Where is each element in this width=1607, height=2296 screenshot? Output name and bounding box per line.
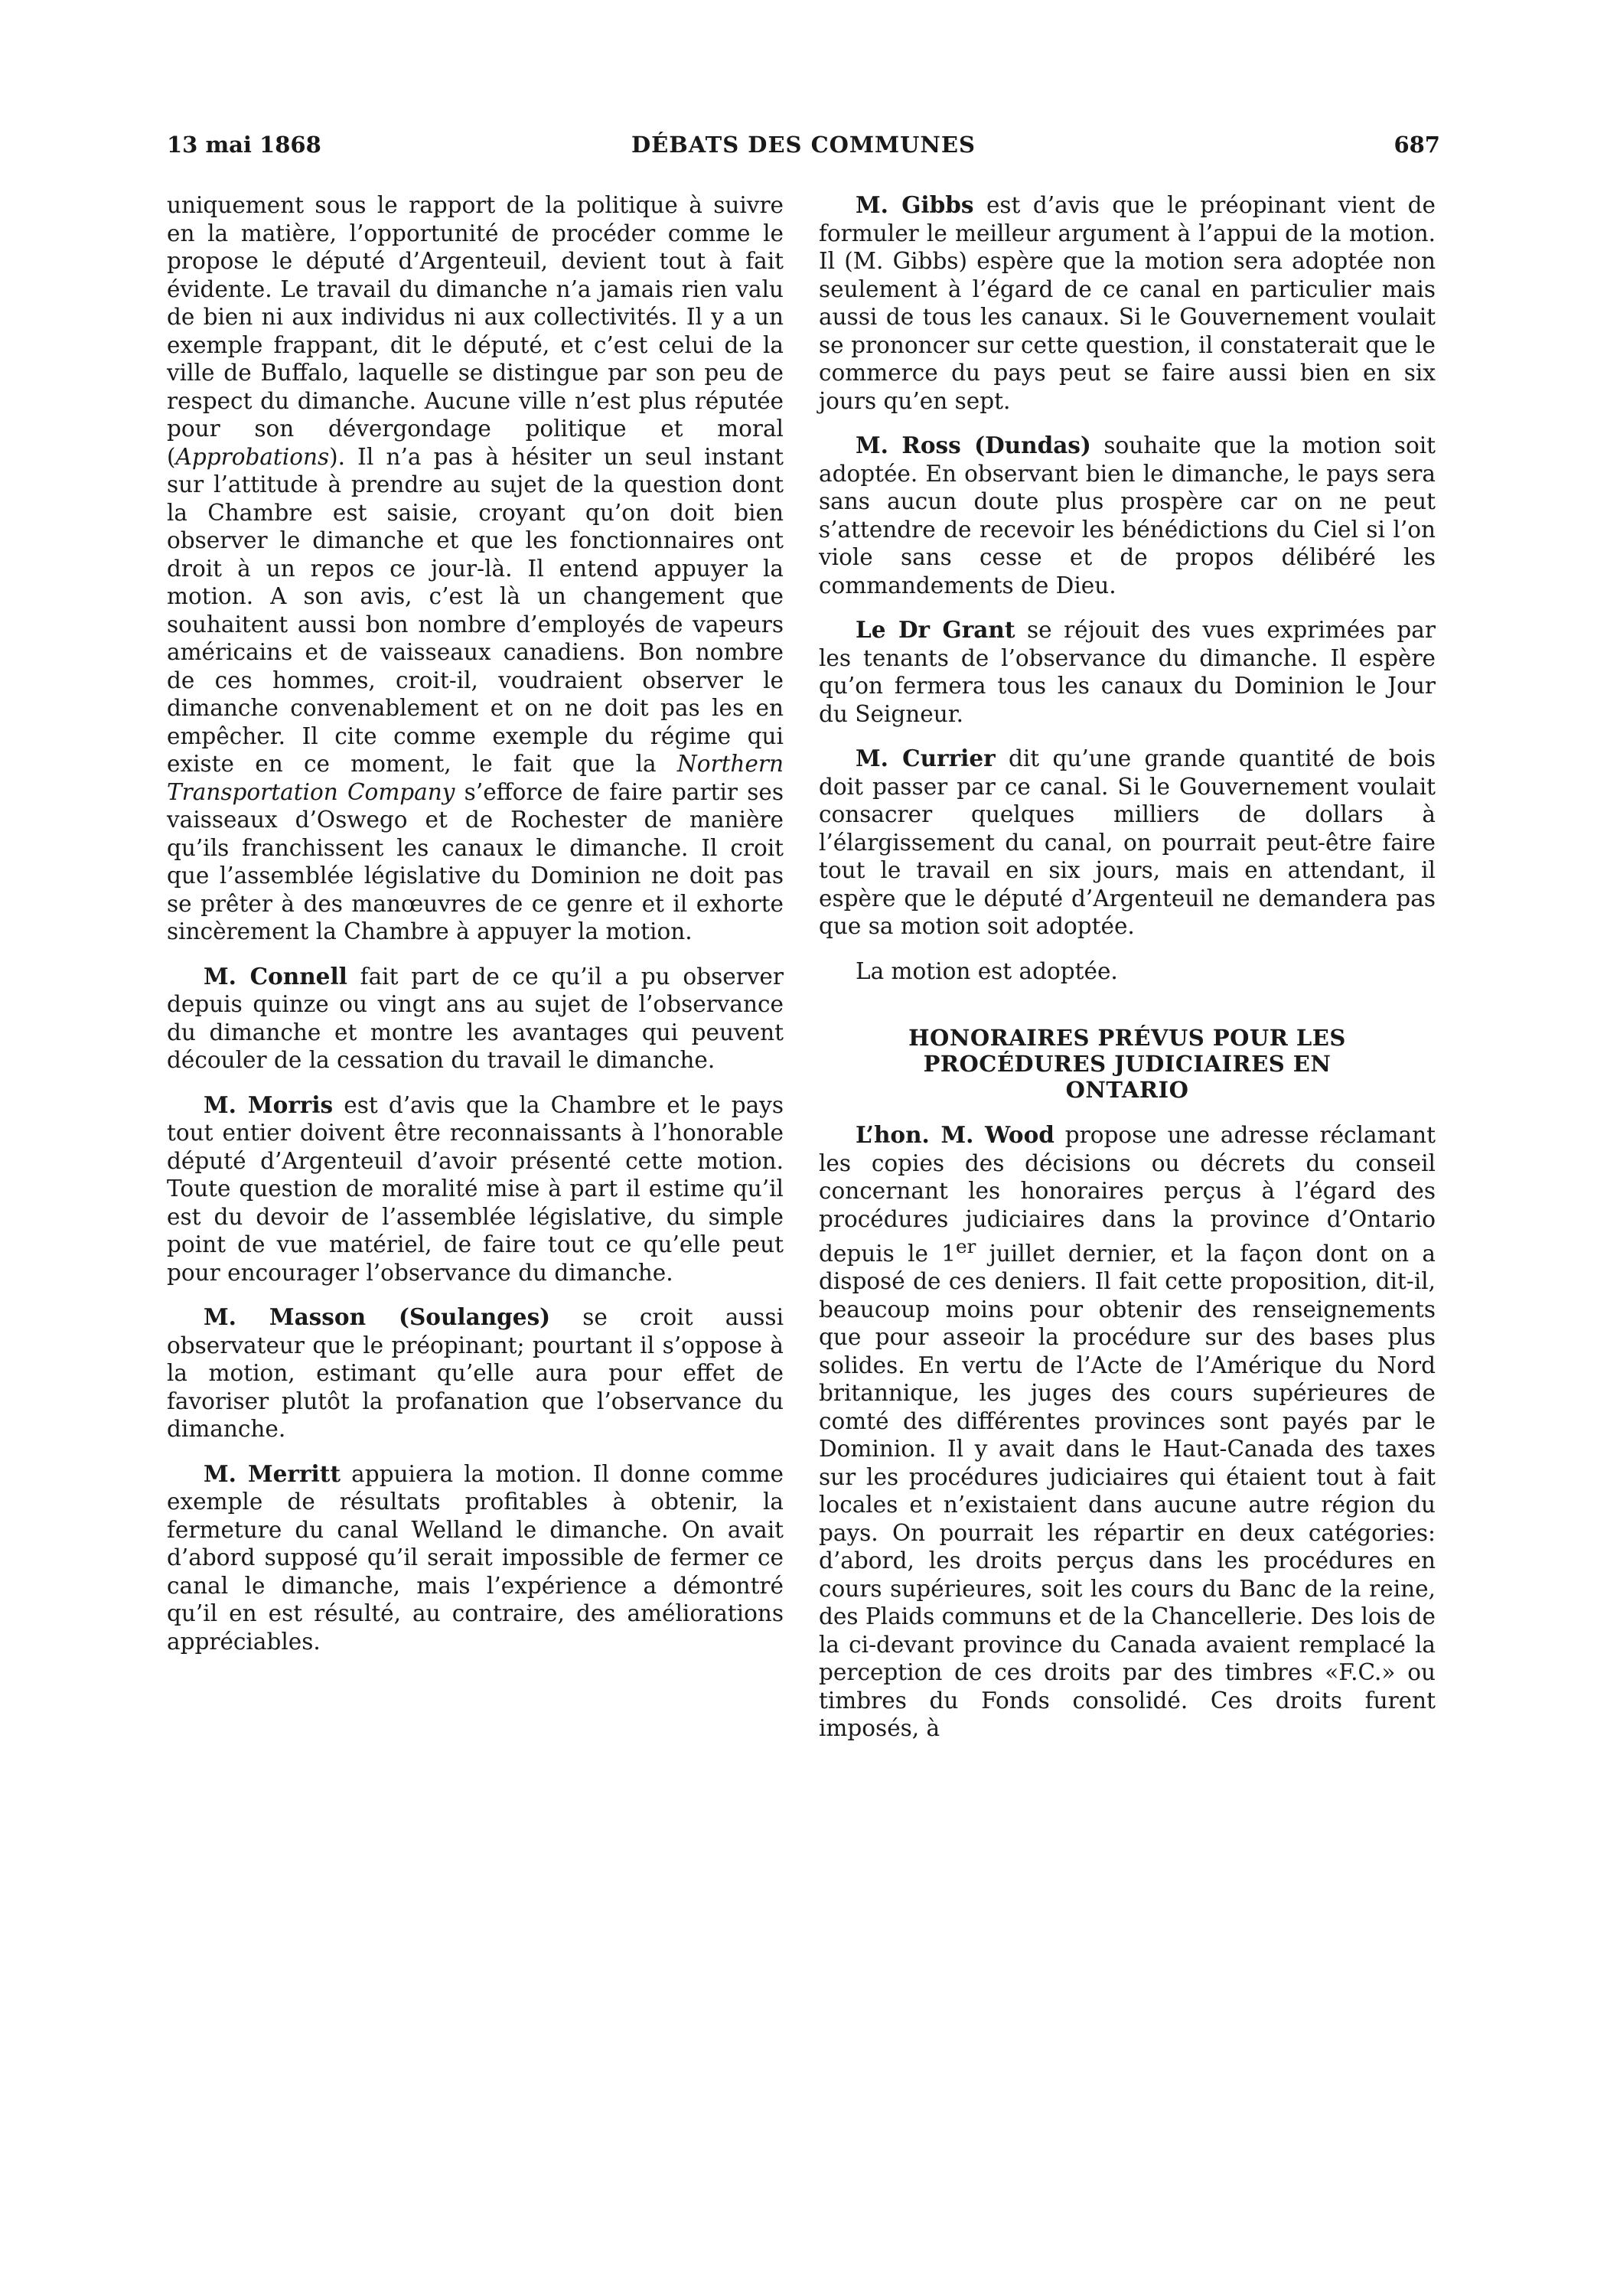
speaker-name: M. Morris (204, 1091, 334, 1118)
speech-gibbs (819, 191, 1436, 415)
paragraph-text: uniquement sous le rapport de la politique à suivre en la matière, l’opportunité de procéder comme le propose le député d’Argenteuil, devient tout à fait évidente. Le travail du dimanche n’a jamais rien valu de bien ni aux individus ni aux collectivités. Il y a un exemple frappant, dit le député, et c’est celui de la ville de Buffalo, laquelle se distingue par son peu de respect du dimanche. Aucune ville n’est plus réputée pour son dévergondage politique et moral ( (167, 192, 784, 470)
header-title: DÉBATS DES COMMUNES (631, 132, 976, 158)
speech-text: est d’avis que la Chambre et le pays tout entier doivent être reconnaissants à l’honorable député d’Argenteuil d’avoir présenté cette motion. Toute question de moralité mise à part il estime qu’il est du devoir de l’assemblée législative, du simple point de vue matériel, de faire tout ce qu’elle peut pour encourager l’observance du dimanche. (167, 1091, 784, 1286)
speech-wood (819, 1121, 1436, 1743)
speech-ross (819, 432, 1436, 599)
speech-masson (167, 1303, 784, 1443)
speech-text: est d’avis que le préopinant vient de formuler le meilleur argument à l’appui de la motion. Il (M. Gibbs) espère que la motion sera adoptée non seulement à l’égard de ce canal en particulier mais aussi de tous les canaux. Si le Gouvernement voulait se prononcer sur cette question, il constaterait que le commerce du pays peut se faire aussi bien en six jours qu’en sept. (819, 192, 1436, 414)
speaker-name: M. Merritt (204, 1459, 341, 1487)
speech-text: juillet dernier, et la façon dont on a disposé de ces deniers. Il fait cette proposition, dit-il, beaucoup moins pour obtenir des renseignements que pour asseoir la procédure sur des bases plus solides. En vertu de l’Acte de l’Amérique du Nord britannique, les juges des cours supérieures de comté des différentes provinces sont payés par le Dominion. Il y avait dans le Haut-Canada des taxes sur les procédures judiciaires qui étaient tout à fait locales et n’existaient dans aucune autre région du pays. On pourrait les répartir en deux catégories: d’abord, les droits perçus dans les procédures en cours supérieures, soit les cours du Banc de la reine, des Plaids communs et de la Chancellerie. Des lois de la ci-devant province du Canada avaient remplacé la perception de ces droits par des timbres «F.C.» ou timbres du Fonds consolidé. Ces droits furent imposés, à (819, 1240, 1436, 1742)
speech-text: se réjouit des vues exprimées par les tenants de l’observance du dimanche. Il espère qu’on fermera tous les canaux du Dominion le Jour du Seigneur. (819, 617, 1436, 727)
page-number: 687 (1393, 132, 1440, 158)
approbations-note: Approbations (175, 443, 330, 470)
paragraph-text: s’efforce de faire partir ses vaisseaux d’Oswego et de Rochester de manière qu’ils franchissent les canaux le dimanche. Il croit que l’assemblée législative du Dominion ne doit pas se prêter à des manœuvres de ce genre et il exhorte sincèrement la Chambre à appuyer la motion. (167, 778, 784, 944)
left-column (167, 191, 784, 1672)
header-date: 13 mai 1868 (167, 132, 321, 158)
heading-line: HONORAIRES PRÉVUS POUR LES (908, 1025, 1346, 1051)
page-header (167, 132, 1440, 162)
superscript: er (956, 1235, 976, 1257)
speech-connell (167, 963, 784, 1075)
speaker-name: M. Ross (Dundas) (856, 432, 1091, 458)
speech-merritt (167, 1460, 784, 1656)
speech-grant (819, 616, 1436, 728)
speaker-name: M. Gibbs (856, 191, 974, 218)
speech-text: dit qu’une grande quantité de bois doit passer par ce canal. Si le Gouvernement voulait consacrer quelques milliers de dollars à l’élargissement du canal, on pourrait peut-être faire tout le travail en six jours, mais en attendant, il espère que le député d’Argenteuil ne demandera pas que sa motion soit adoptée. (819, 745, 1436, 939)
speech-text: se croit aussi observateur que le préopinant; pourtant il s’oppose à la motion, estimant qu’elle aura pour effet de favoriser plutôt la profanation que l’observance du dimanche. (167, 1304, 784, 1442)
speaker-name: Le Dr Grant (856, 616, 1015, 643)
speech-text: appuiera la motion. Il donne comme exemple de résultats profitables à obtenir, la fermeture du canal Welland le dimanche. On avait d’abord supposé qu’il serait impossible de fermer ce canal le dimanche, mais l’expérience a démontré qu’il en est résulté, au contraire, des améliorations appréciables. (167, 1460, 784, 1655)
company-name: Northern Transportation Company (167, 751, 784, 805)
speech-currier (819, 745, 1436, 941)
speaker-name: M. Connell (204, 962, 347, 990)
motion-adopted: La motion est adoptée. (856, 957, 1118, 984)
heading-line: ONTARIO (1065, 1077, 1189, 1103)
speech-text: fait part de ce qu’il a pu observer depuis quinze ou vingt ans au sujet de l’observance du dimanche et montre les avantages qui peuvent découler de la cessation du travail le dimanche. (167, 963, 784, 1073)
right-column (819, 191, 1436, 1760)
speech-text: propose une adresse réclamant les copies des décisions ou décrets du conseil concernant les honoraires perçus à l’égard des procédures judiciaires dans la province d’Ontario depuis le 1 (819, 1122, 1436, 1267)
heading-line: PROCÉDURES JUDICIAIRES EN (923, 1051, 1332, 1077)
speaker-name: L’hon. M. Wood (856, 1121, 1054, 1148)
section-heading (819, 1025, 1436, 1103)
paragraph-text: ). Il n’a pas à hésiter un seul instant sur l’attitude à prendre au sujet de la question dont la Chambre est saisie, croyant qu’on doit bien observer le dimanche et que les fonctionnaires ont droit à un repos ce jour-là. Il entend appuyer la motion. A son avis, c’est là un changement que souhaitent aussi bon nombre d’employés de vapeurs américains et de vaisseaux canadiens. Bon nombre de ces hommes, croit-il, voudraient observer le dimanche convenablement et on ne doit pas les en empêcher. Il cite comme exemple du régime qui existe en ce moment, le fait que la (167, 443, 784, 777)
speaker-name: M. Currier (856, 745, 996, 771)
paragraph-continued (167, 191, 784, 946)
speech-text: souhaite que la motion soit adoptée. En observant bien le dimanche, le pays sera sans aucun doute plus prospère car on ne peut s’attendre de recevoir les bénédictions du Ciel si l’on viole sans cesse et de propos délibéré les commandements de Dieu. (819, 432, 1436, 598)
speech-morris (167, 1091, 784, 1287)
speaker-name: M. Masson (Soulanges) (204, 1303, 551, 1330)
